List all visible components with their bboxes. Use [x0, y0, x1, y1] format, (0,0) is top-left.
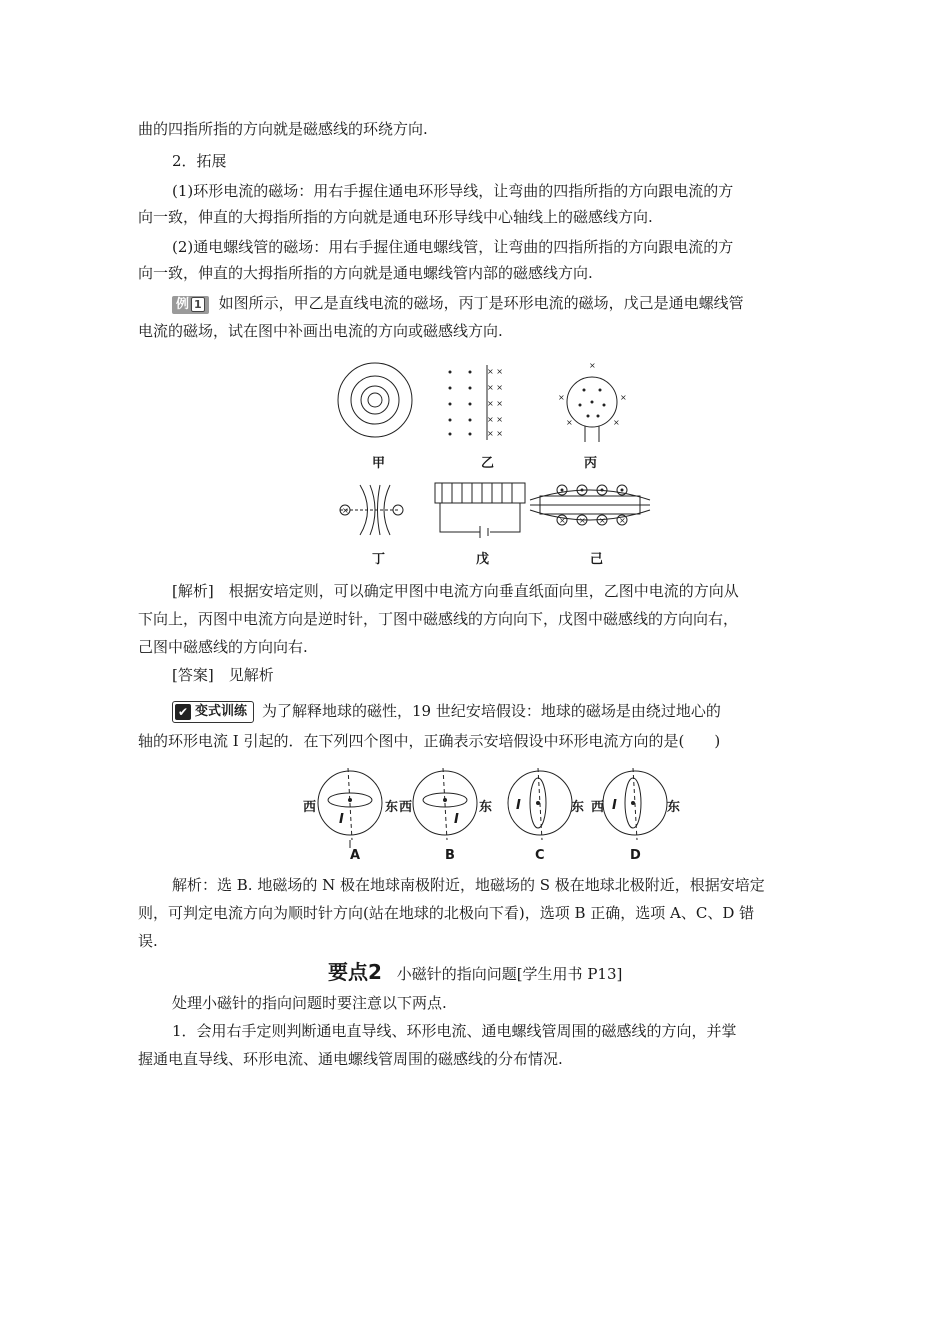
variant-badge: ✔ 变式训练 [172, 701, 254, 723]
option-c: C [535, 848, 545, 863]
east-label-a: 东 [385, 800, 399, 815]
current-label-a: I [339, 812, 344, 827]
svg-text:×: × [613, 418, 620, 427]
option-d: D [630, 848, 641, 863]
fig-jia-circle-4 [368, 393, 382, 407]
fig-jia-circle-2 [351, 376, 399, 424]
fig-jia-circle-3 [361, 386, 389, 414]
analysis-line-2: 下向上，丙图中电流方向是逆时针，丁图中磁感线的方向向下，戊图中磁感线的方向向右， [138, 610, 739, 628]
solution-line-1: 解析：选 B. 地磁场的 N 极在地球南极附近，地磁场的 S 极在地球北极附近，根据安培定 [172, 876, 765, 894]
section-2-subtitle: 小磁针的指向问题[学生用书 P13] [396, 965, 623, 983]
fig-label-wu: 戊 [476, 552, 490, 567]
svg-text:× ×: × × [487, 429, 503, 438]
current-label-b: I [454, 812, 459, 827]
answer-line: [答案] 见解析 [172, 666, 274, 684]
analysis-line-1: [解析] 根据安培定则，可以确定甲图中电流方向垂直纸面向里，乙图中电流的方向从 [172, 582, 739, 600]
svg-text:×: × [559, 516, 566, 525]
example-badge: 例 1 [172, 296, 209, 314]
solution-line-3: 误. [138, 932, 158, 950]
analysis-line-3: 己图中磁感线的方向向右. [138, 638, 308, 656]
east-label-b: 东 [479, 800, 493, 815]
para-4b: 向一致，伸直的大拇指所指的方向就是通电螺线管内部的磁感线方向. [138, 264, 593, 282]
svg-text:×: × [620, 393, 627, 402]
section-2-heading [328, 958, 622, 988]
svg-text:×: × [579, 516, 586, 525]
para-3a: (1)环形电流的磁场：用右手握住通电环形导线，让弯曲的四指所指的方向跟电流的方 [172, 182, 734, 200]
svg-text:×: × [566, 418, 573, 427]
svg-text:× ×: × × [487, 367, 503, 376]
solution-line-2: 则，可判定电流方向为顺时针方向(站在地球的北极向下看)，选项 B 正确，选项 A、C、D 错 [138, 904, 755, 922]
west-label-d: 西 [591, 800, 605, 815]
variant-line-2: 轴的环形电流 I 引起的．在下列四个图中，正确表示安培假设中环形电流方向的是( ) [138, 732, 721, 750]
svg-text:× ×: × × [487, 383, 503, 392]
fig-label-jia: 甲 [372, 456, 386, 471]
current-label-d: I [612, 798, 617, 813]
east-label-d: 东 [667, 800, 681, 815]
east-label-c: 东 [571, 800, 585, 815]
section-2-title: 要点2 [328, 960, 382, 984]
variant-line-1: ✔ 变式训练 为了解释地球的磁性，19 世纪安培假设：地球的磁场是由绕过地心的 [172, 700, 721, 723]
west-label-b: 西 [399, 800, 413, 815]
svg-text:×: × [619, 516, 626, 525]
example-line-1: 例 1 如图所示，甲乙是直线电流的磁场，丙丁是环形电流的磁场，戊己是通电螺线管 [172, 292, 744, 314]
option-b: B [445, 848, 455, 863]
check-icon: ✔ [175, 704, 191, 720]
para-2: 2．拓展 [172, 152, 227, 170]
svg-text:× ×: × × [487, 415, 503, 424]
svg-text:×: × [599, 516, 606, 525]
svg-text:×: × [558, 393, 565, 402]
fig-label-ding: 丁 [372, 552, 386, 567]
fig-label-ji: 己 [590, 552, 604, 567]
fig-jia-circle-1 [338, 363, 412, 437]
section-2-item-1b: 握通电直导线、环形电流、通电螺线管周围的磁感线的分布情况. [138, 1050, 563, 1068]
option-a: A [350, 848, 361, 863]
svg-text:×: × [589, 361, 596, 370]
svg-text:× ×: × × [487, 399, 503, 408]
section-2-intro: 处理小磁针的指向问题时要注意以下两点. [172, 994, 447, 1012]
fig-label-yi: 乙 [481, 456, 495, 471]
west-label-a: 西 [303, 800, 317, 815]
current-label-c: I [516, 798, 521, 813]
section-2-item-1a: 1．会用右手定则判断通电直导线、环形电流、通电螺线管周围的磁感线的方向，并掌 [172, 1022, 737, 1040]
para-4a: (2)通电螺线管的磁场：用右手握住通电螺线管，让弯曲的四指所指的方向跟电流的方 [172, 238, 734, 256]
para-3b: 向一致，伸直的大拇指所指的方向就是通电环形导线中心轴线上的磁感线方向. [138, 208, 653, 226]
example-line-2: 电流的磁场，试在图中补画出电流的方向或磁感线方向. [138, 322, 503, 340]
fig-label-bing: 丙 [584, 456, 598, 471]
svg-text:×: × [342, 506, 349, 515]
para-1: 曲的四指所指的方向就是磁感线的环绕方向. [138, 120, 428, 138]
